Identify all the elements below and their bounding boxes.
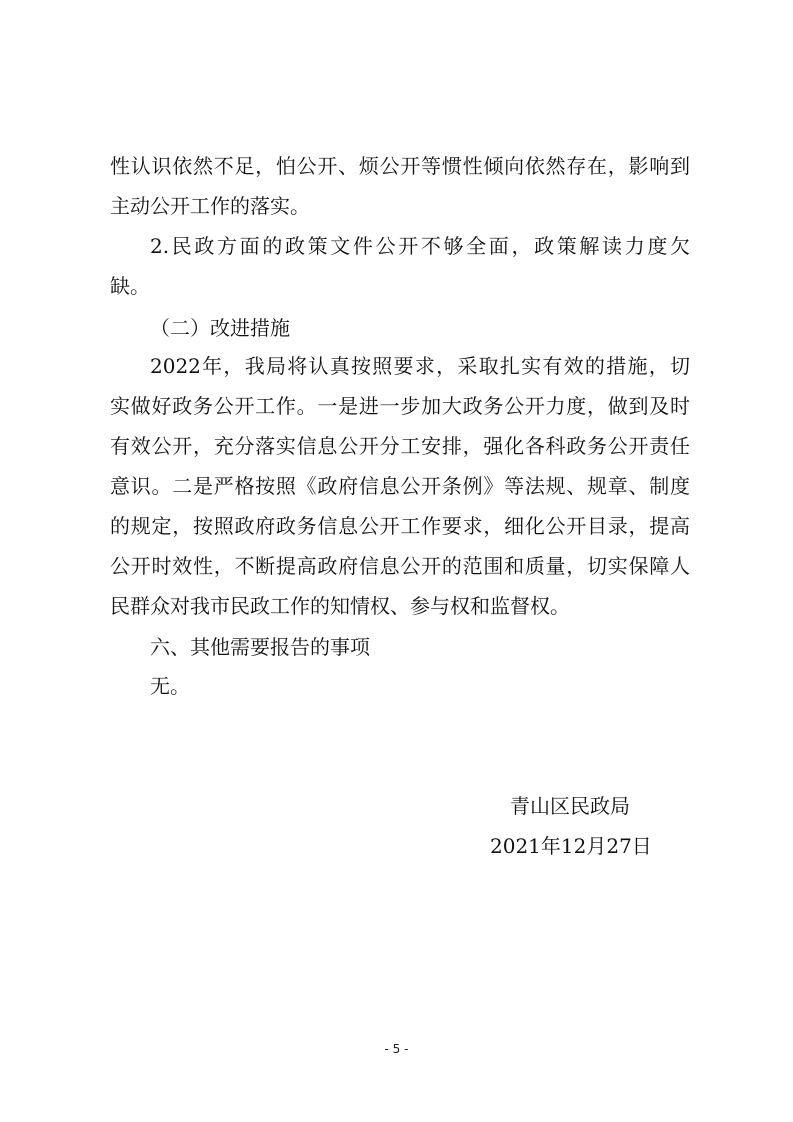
paragraph-line: 2.民政方面的政策文件公开不够全面，政策解读力度欠 — [150, 234, 690, 258]
section-heading: （二）改进措施 — [150, 316, 290, 340]
signature-org: 青山区民政局 — [510, 794, 630, 818]
paragraph-line: 的规定，按照政府政务信息公开工作要求，细化公开目录，提高 — [110, 514, 690, 538]
paragraph-line: 2022年，我局将认真按照要求，采取扎实有效的措施，切 — [150, 354, 690, 378]
page-number: - 5 - — [384, 1042, 409, 1056]
paragraph-line: 意识。二是严格按照《政府信息公开条例》等法规、规章、制度 — [110, 474, 690, 498]
paragraph-line: 民群众对我市民政工作的知情权、参与权和监督权。 — [110, 594, 570, 618]
paragraph-line: 主动公开工作的落实。 — [110, 194, 310, 218]
paragraph-line: 有效公开，充分落实信息公开分工安排，强化各科政务公开责任 — [110, 434, 690, 458]
paragraph-line: 公开时效性，不断提高政府信息公开的范围和质量，切实保障人 — [110, 554, 690, 578]
paragraph-line: 实做好政务公开工作。一是进一步加大政务公开力度，做到及时 — [110, 394, 690, 418]
signature-date: 2021年12月27日 — [490, 834, 652, 858]
section-heading: 六、其他需要报告的事项 — [150, 635, 370, 659]
paragraph-line: 缺。 — [110, 274, 150, 298]
paragraph-line: 无。 — [150, 674, 190, 698]
paragraph-line: 性认识依然不足，怕公开、烦公开等惯性倾向依然存在，影响到 — [110, 154, 690, 178]
